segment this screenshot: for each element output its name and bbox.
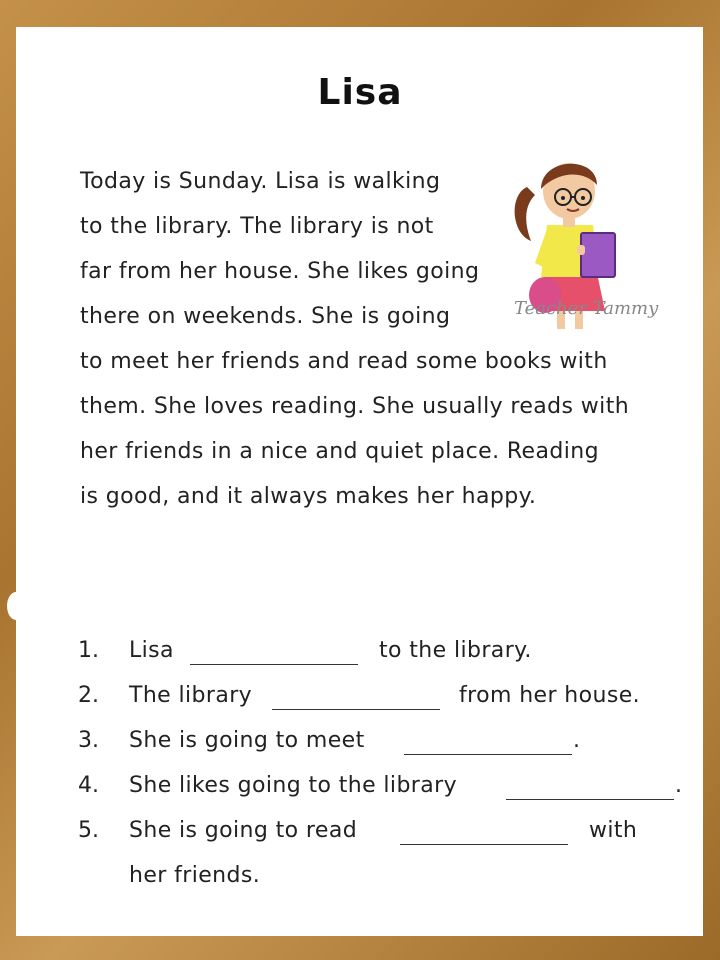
watermark-signature: Teacher Tammy	[514, 298, 659, 319]
passage-line: to the library. The library is not	[80, 214, 434, 239]
question-text: with	[589, 818, 638, 843]
passage-line: Today is Sunday. Lisa is walking	[80, 169, 441, 194]
question-number: 2.	[78, 683, 99, 708]
frame-notch	[7, 592, 25, 620]
passage-line: far from her house. She likes going	[80, 259, 480, 284]
question-text: Lisa	[129, 638, 174, 663]
question-text-continuation: her friends.	[129, 863, 261, 888]
passage-line: her friends in a nice and quiet place. Reading	[80, 439, 599, 464]
question-number: 4.	[78, 773, 99, 798]
passage-line: them. She loves reading. She usually reads with	[80, 394, 630, 419]
question-text: She is going to meet	[129, 728, 365, 753]
question-text: .	[675, 773, 683, 798]
question-text: from her house.	[459, 683, 641, 708]
passage-line: is good, and it always makes her happy.	[80, 484, 537, 509]
question-text: The library	[129, 683, 253, 708]
question-number: 5.	[78, 818, 99, 843]
question-text: to the library.	[379, 638, 532, 663]
answer-blank[interactable]	[190, 664, 358, 665]
question-number: 3.	[78, 728, 99, 753]
answer-blank[interactable]	[400, 844, 568, 845]
answer-blank[interactable]	[272, 709, 440, 710]
passage-line: there on weekends. She is going	[80, 304, 451, 329]
answer-blank[interactable]	[506, 799, 674, 800]
question-number: 1.	[78, 638, 99, 663]
question-text: .	[573, 728, 581, 753]
question-text: She likes going to the library	[129, 773, 458, 798]
question-text: She is going to read	[129, 818, 358, 843]
answer-blank[interactable]	[404, 754, 572, 755]
page-title: Lisa	[317, 72, 403, 113]
passage-line: to meet her friends and read some books with	[80, 349, 608, 374]
